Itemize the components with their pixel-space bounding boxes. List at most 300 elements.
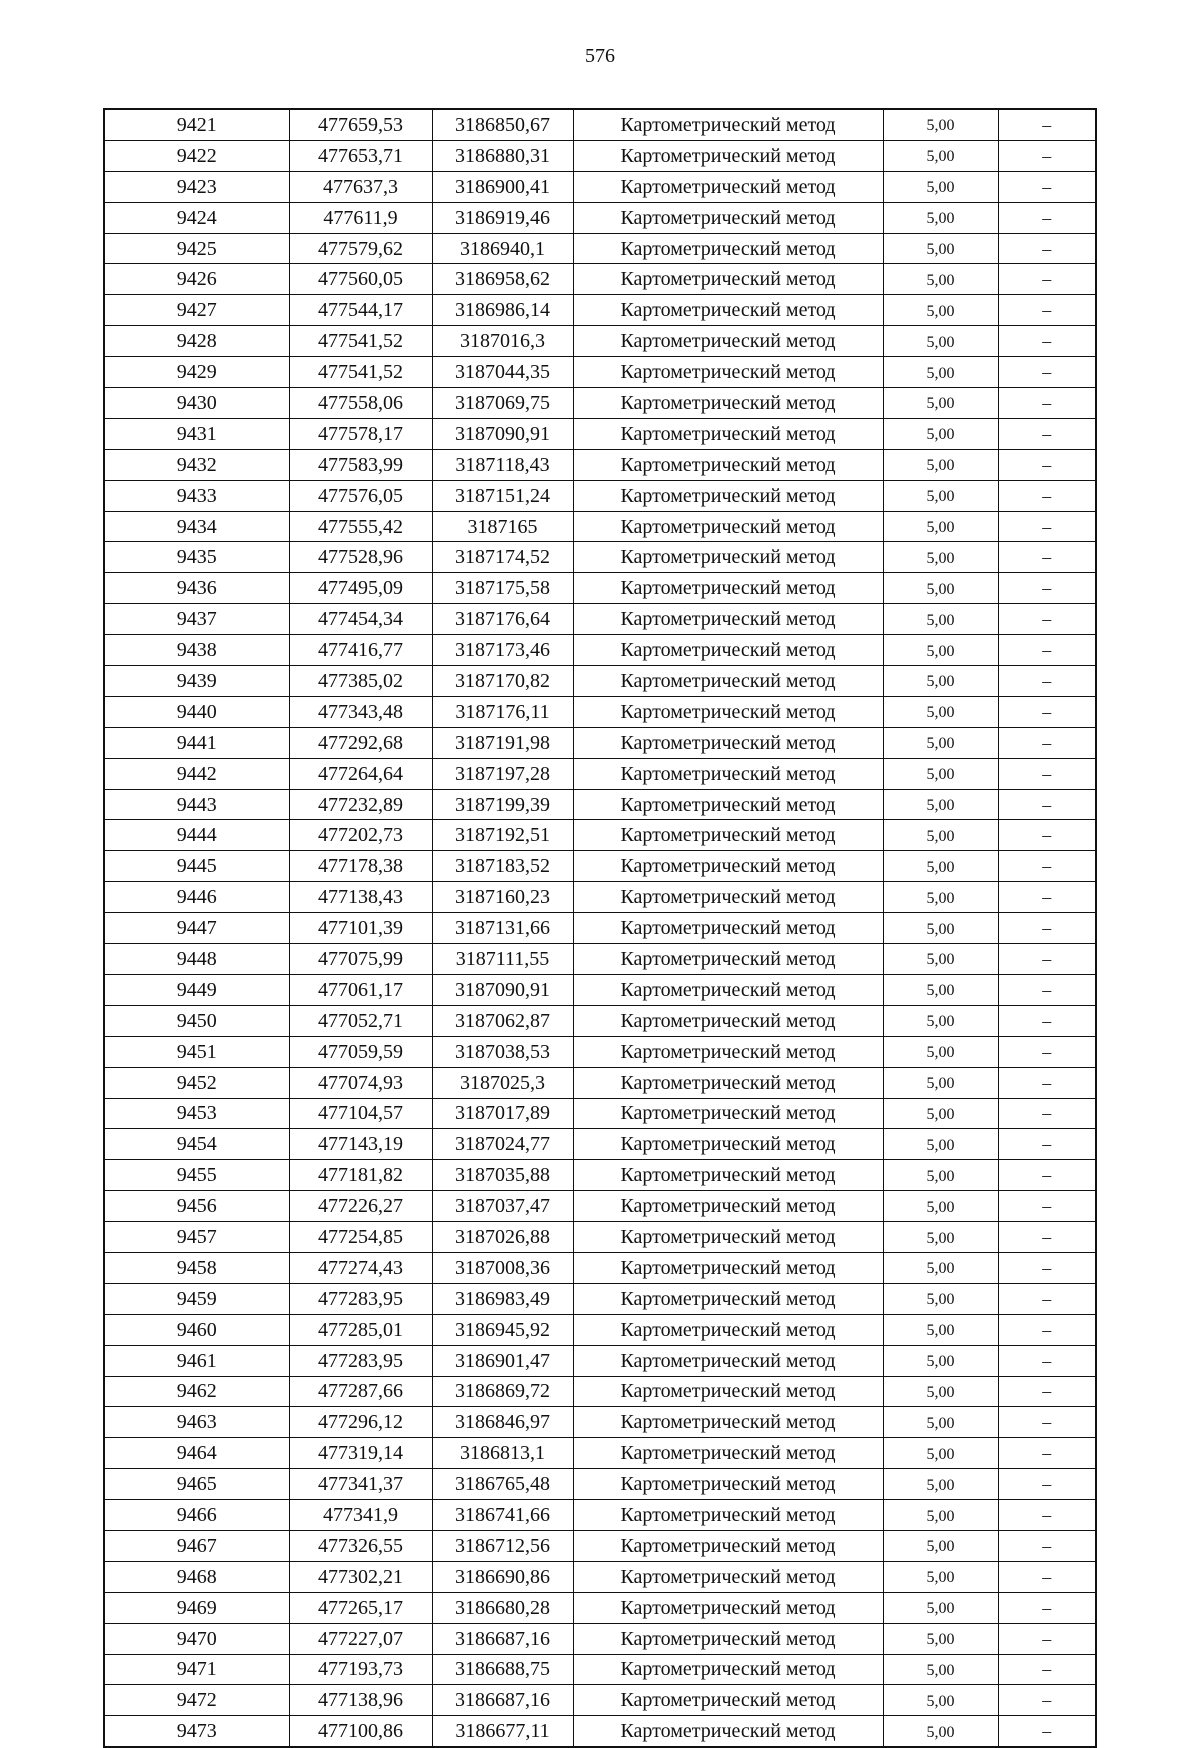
point-number-cell: 9434 bbox=[104, 511, 289, 542]
x-coordinate-cell: 477104,57 bbox=[289, 1098, 432, 1129]
accuracy-cell: 5,00 bbox=[883, 418, 998, 449]
table-row bbox=[104, 233, 1096, 264]
accuracy-cell: 5,00 bbox=[883, 109, 998, 140]
y-coordinate-cell: 3187008,36 bbox=[432, 1252, 573, 1283]
table-row bbox=[104, 511, 1096, 542]
point-number-cell: 9454 bbox=[104, 1129, 289, 1160]
method-cell: Картометрический метод bbox=[573, 542, 883, 573]
accuracy-cell: 5,00 bbox=[883, 1500, 998, 1531]
y-coordinate-cell: 3186688,75 bbox=[432, 1654, 573, 1685]
description-cell: – bbox=[998, 1129, 1096, 1160]
y-coordinate-cell: 3186765,48 bbox=[432, 1469, 573, 1500]
y-coordinate-cell: 3187197,28 bbox=[432, 758, 573, 789]
method-cell: Картометрический метод bbox=[573, 1716, 883, 1747]
method-cell: Картометрический метод bbox=[573, 1438, 883, 1469]
table-row bbox=[104, 109, 1096, 140]
x-coordinate-cell: 477075,99 bbox=[289, 944, 432, 975]
y-coordinate-cell: 3187175,58 bbox=[432, 573, 573, 604]
description-cell: – bbox=[998, 140, 1096, 171]
accuracy-cell: 5,00 bbox=[883, 1191, 998, 1222]
x-coordinate-cell: 477254,85 bbox=[289, 1222, 432, 1253]
x-coordinate-cell: 477555,42 bbox=[289, 511, 432, 542]
x-coordinate-cell: 477454,34 bbox=[289, 604, 432, 635]
accuracy-cell: 5,00 bbox=[883, 480, 998, 511]
accuracy-cell: 5,00 bbox=[883, 1561, 998, 1592]
point-number-cell: 9463 bbox=[104, 1407, 289, 1438]
page-number: 576 bbox=[585, 45, 615, 67]
accuracy-cell: 5,00 bbox=[883, 974, 998, 1005]
table-row bbox=[104, 944, 1096, 975]
point-number-cell: 9423 bbox=[104, 171, 289, 202]
x-coordinate-cell: 477193,73 bbox=[289, 1654, 432, 1685]
table-row bbox=[104, 449, 1096, 480]
description-cell: – bbox=[998, 1685, 1096, 1716]
method-cell: Картометрический метод bbox=[573, 1222, 883, 1253]
x-coordinate-cell: 477232,89 bbox=[289, 789, 432, 820]
x-coordinate-cell: 477059,59 bbox=[289, 1036, 432, 1067]
description-cell: – bbox=[998, 109, 1096, 140]
accuracy-cell: 5,00 bbox=[883, 1314, 998, 1345]
method-cell: Картометрический метод bbox=[573, 295, 883, 326]
table-row bbox=[104, 1314, 1096, 1345]
point-number-cell: 9446 bbox=[104, 882, 289, 913]
y-coordinate-cell: 3187090,91 bbox=[432, 418, 573, 449]
x-coordinate-cell: 477181,82 bbox=[289, 1160, 432, 1191]
accuracy-cell: 5,00 bbox=[883, 140, 998, 171]
method-cell: Картометрический метод bbox=[573, 1005, 883, 1036]
accuracy-cell: 5,00 bbox=[883, 233, 998, 264]
method-cell: Картометрический метод bbox=[573, 388, 883, 419]
x-coordinate-cell: 477341,9 bbox=[289, 1500, 432, 1531]
point-number-cell: 9437 bbox=[104, 604, 289, 635]
point-number-cell: 9449 bbox=[104, 974, 289, 1005]
table-row bbox=[104, 1376, 1096, 1407]
accuracy-cell: 5,00 bbox=[883, 1252, 998, 1283]
method-cell: Картометрический метод bbox=[573, 480, 883, 511]
method-cell: Картометрический метод bbox=[573, 140, 883, 171]
point-number-cell: 9429 bbox=[104, 357, 289, 388]
table-row bbox=[104, 326, 1096, 357]
accuracy-cell: 5,00 bbox=[883, 264, 998, 295]
point-number-cell: 9473 bbox=[104, 1716, 289, 1747]
point-number-cell: 9468 bbox=[104, 1561, 289, 1592]
x-coordinate-cell: 477226,27 bbox=[289, 1191, 432, 1222]
description-cell: – bbox=[998, 573, 1096, 604]
point-number-cell: 9469 bbox=[104, 1592, 289, 1623]
point-number-cell: 9442 bbox=[104, 758, 289, 789]
accuracy-cell: 5,00 bbox=[883, 1716, 998, 1747]
point-number-cell: 9440 bbox=[104, 696, 289, 727]
y-coordinate-cell: 3186712,56 bbox=[432, 1530, 573, 1561]
x-coordinate-cell: 477274,43 bbox=[289, 1252, 432, 1283]
description-cell: – bbox=[998, 233, 1096, 264]
accuracy-cell: 5,00 bbox=[883, 1592, 998, 1623]
method-cell: Картометрический метод bbox=[573, 326, 883, 357]
description-cell: – bbox=[998, 1438, 1096, 1469]
accuracy-cell: 5,00 bbox=[883, 202, 998, 233]
method-cell: Картометрический метод bbox=[573, 233, 883, 264]
description-cell: – bbox=[998, 1623, 1096, 1654]
x-coordinate-cell: 477296,12 bbox=[289, 1407, 432, 1438]
table-row bbox=[104, 789, 1096, 820]
table-row bbox=[104, 1716, 1096, 1747]
point-number-cell: 9467 bbox=[104, 1530, 289, 1561]
table-row bbox=[104, 202, 1096, 233]
point-number-cell: 9424 bbox=[104, 202, 289, 233]
accuracy-cell: 5,00 bbox=[883, 1129, 998, 1160]
x-coordinate-cell: 477576,05 bbox=[289, 480, 432, 511]
table-row bbox=[104, 1252, 1096, 1283]
x-coordinate-cell: 477061,17 bbox=[289, 974, 432, 1005]
method-cell: Картометрический метод bbox=[573, 1623, 883, 1654]
description-cell: – bbox=[998, 1561, 1096, 1592]
y-coordinate-cell: 3187044,35 bbox=[432, 357, 573, 388]
x-coordinate-cell: 477178,38 bbox=[289, 851, 432, 882]
x-coordinate-cell: 477319,14 bbox=[289, 1438, 432, 1469]
x-coordinate-cell: 477385,02 bbox=[289, 666, 432, 697]
description-cell: – bbox=[998, 1469, 1096, 1500]
description-cell: – bbox=[998, 1500, 1096, 1531]
accuracy-cell: 5,00 bbox=[883, 944, 998, 975]
description-cell: – bbox=[998, 202, 1096, 233]
y-coordinate-cell: 3187111,55 bbox=[432, 944, 573, 975]
table-row bbox=[104, 357, 1096, 388]
y-coordinate-cell: 3187090,91 bbox=[432, 974, 573, 1005]
accuracy-cell: 5,00 bbox=[883, 789, 998, 820]
description-cell: – bbox=[998, 1098, 1096, 1129]
table-row bbox=[104, 1098, 1096, 1129]
table-row bbox=[104, 1500, 1096, 1531]
method-cell: Картометрический метод bbox=[573, 820, 883, 851]
description-cell: – bbox=[998, 820, 1096, 851]
accuracy-cell: 5,00 bbox=[883, 511, 998, 542]
point-number-cell: 9471 bbox=[104, 1654, 289, 1685]
table-row bbox=[104, 171, 1096, 202]
description-cell: – bbox=[998, 480, 1096, 511]
description-cell: – bbox=[998, 1376, 1096, 1407]
description-cell: – bbox=[998, 1345, 1096, 1376]
method-cell: Картометрический метод bbox=[573, 1407, 883, 1438]
method-cell: Картометрический метод bbox=[573, 1530, 883, 1561]
y-coordinate-cell: 3187173,46 bbox=[432, 635, 573, 666]
y-coordinate-cell: 3187131,66 bbox=[432, 913, 573, 944]
method-cell: Картометрический метод bbox=[573, 1098, 883, 1129]
point-number-cell: 9430 bbox=[104, 388, 289, 419]
accuracy-cell: 5,00 bbox=[883, 1685, 998, 1716]
x-coordinate-cell: 477143,19 bbox=[289, 1129, 432, 1160]
x-coordinate-cell: 477264,64 bbox=[289, 758, 432, 789]
x-coordinate-cell: 477302,21 bbox=[289, 1561, 432, 1592]
description-cell: – bbox=[998, 758, 1096, 789]
y-coordinate-cell: 3186687,16 bbox=[432, 1623, 573, 1654]
description-cell: – bbox=[998, 696, 1096, 727]
y-coordinate-cell: 3187165 bbox=[432, 511, 573, 542]
accuracy-cell: 5,00 bbox=[883, 1098, 998, 1129]
table-row bbox=[104, 542, 1096, 573]
x-coordinate-cell: 477341,37 bbox=[289, 1469, 432, 1500]
y-coordinate-cell: 3186900,41 bbox=[432, 171, 573, 202]
description-cell: – bbox=[998, 882, 1096, 913]
accuracy-cell: 5,00 bbox=[883, 1407, 998, 1438]
method-cell: Картометрический метод bbox=[573, 851, 883, 882]
point-number-cell: 9444 bbox=[104, 820, 289, 851]
x-coordinate-cell: 477611,9 bbox=[289, 202, 432, 233]
description-cell: – bbox=[998, 326, 1096, 357]
table-row bbox=[104, 1283, 1096, 1314]
description-cell: – bbox=[998, 1191, 1096, 1222]
method-cell: Картометрический метод bbox=[573, 357, 883, 388]
point-number-cell: 9427 bbox=[104, 295, 289, 326]
description-cell: – bbox=[998, 1716, 1096, 1747]
x-coordinate-cell: 477227,07 bbox=[289, 1623, 432, 1654]
x-coordinate-cell: 477579,62 bbox=[289, 233, 432, 264]
point-number-cell: 9455 bbox=[104, 1160, 289, 1191]
accuracy-cell: 5,00 bbox=[883, 666, 998, 697]
table-row bbox=[104, 974, 1096, 1005]
y-coordinate-cell: 3187192,51 bbox=[432, 820, 573, 851]
accuracy-cell: 5,00 bbox=[883, 1469, 998, 1500]
method-cell: Картометрический метод bbox=[573, 511, 883, 542]
table-row bbox=[104, 1160, 1096, 1191]
table-row bbox=[104, 727, 1096, 758]
table-row bbox=[104, 264, 1096, 295]
point-number-cell: 9443 bbox=[104, 789, 289, 820]
description-cell: – bbox=[998, 604, 1096, 635]
y-coordinate-cell: 3187160,23 bbox=[432, 882, 573, 913]
point-number-cell: 9465 bbox=[104, 1469, 289, 1500]
point-number-cell: 9466 bbox=[104, 1500, 289, 1531]
y-coordinate-cell: 3187183,52 bbox=[432, 851, 573, 882]
table-row bbox=[104, 604, 1096, 635]
point-number-cell: 9450 bbox=[104, 1005, 289, 1036]
accuracy-cell: 5,00 bbox=[883, 1345, 998, 1376]
accuracy-cell: 5,00 bbox=[883, 449, 998, 480]
description-cell: – bbox=[998, 974, 1096, 1005]
table-row bbox=[104, 295, 1096, 326]
table-row bbox=[104, 1129, 1096, 1160]
y-coordinate-cell: 3187069,75 bbox=[432, 388, 573, 419]
table-row bbox=[104, 913, 1096, 944]
x-coordinate-cell: 477560,05 bbox=[289, 264, 432, 295]
method-cell: Картометрический метод bbox=[573, 1036, 883, 1067]
table-row bbox=[104, 1623, 1096, 1654]
accuracy-cell: 5,00 bbox=[883, 542, 998, 573]
y-coordinate-cell: 3186850,67 bbox=[432, 109, 573, 140]
accuracy-cell: 5,00 bbox=[883, 357, 998, 388]
point-number-cell: 9432 bbox=[104, 449, 289, 480]
description-cell: – bbox=[998, 264, 1096, 295]
table-row bbox=[104, 1407, 1096, 1438]
accuracy-cell: 5,00 bbox=[883, 171, 998, 202]
point-number-cell: 9458 bbox=[104, 1252, 289, 1283]
x-coordinate-cell: 477265,17 bbox=[289, 1592, 432, 1623]
table-row bbox=[104, 1469, 1096, 1500]
accuracy-cell: 5,00 bbox=[883, 1005, 998, 1036]
description-cell: – bbox=[998, 1005, 1096, 1036]
accuracy-cell: 5,00 bbox=[883, 635, 998, 666]
method-cell: Картометрический метод bbox=[573, 1592, 883, 1623]
point-number-cell: 9436 bbox=[104, 573, 289, 604]
table-row bbox=[104, 820, 1096, 851]
point-number-cell: 9447 bbox=[104, 913, 289, 944]
method-cell: Картометрический метод bbox=[573, 882, 883, 913]
description-cell: – bbox=[998, 1592, 1096, 1623]
description-cell: – bbox=[998, 449, 1096, 480]
method-cell: Картометрический метод bbox=[573, 1129, 883, 1160]
description-cell: – bbox=[998, 666, 1096, 697]
description-cell: – bbox=[998, 913, 1096, 944]
point-number-cell: 9438 bbox=[104, 635, 289, 666]
accuracy-cell: 5,00 bbox=[883, 1283, 998, 1314]
method-cell: Картометрический метод bbox=[573, 666, 883, 697]
description-cell: – bbox=[998, 1067, 1096, 1098]
x-coordinate-cell: 477052,71 bbox=[289, 1005, 432, 1036]
x-coordinate-cell: 477100,86 bbox=[289, 1716, 432, 1747]
accuracy-cell: 5,00 bbox=[883, 1160, 998, 1191]
point-number-cell: 9426 bbox=[104, 264, 289, 295]
description-cell: – bbox=[998, 944, 1096, 975]
y-coordinate-cell: 3186687,16 bbox=[432, 1685, 573, 1716]
point-number-cell: 9470 bbox=[104, 1623, 289, 1654]
table-row bbox=[104, 388, 1096, 419]
y-coordinate-cell: 3187170,82 bbox=[432, 666, 573, 697]
x-coordinate-cell: 477101,39 bbox=[289, 913, 432, 944]
method-cell: Картометрический метод bbox=[573, 1314, 883, 1345]
y-coordinate-cell: 3186869,72 bbox=[432, 1376, 573, 1407]
y-coordinate-cell: 3186677,11 bbox=[432, 1716, 573, 1747]
accuracy-cell: 5,00 bbox=[883, 1654, 998, 1685]
accuracy-cell: 5,00 bbox=[883, 326, 998, 357]
table-row bbox=[104, 480, 1096, 511]
point-number-cell: 9422 bbox=[104, 140, 289, 171]
x-coordinate-cell: 477343,48 bbox=[289, 696, 432, 727]
table-row bbox=[104, 1067, 1096, 1098]
method-cell: Картометрический метод bbox=[573, 1685, 883, 1716]
point-number-cell: 9472 bbox=[104, 1685, 289, 1716]
point-number-cell: 9456 bbox=[104, 1191, 289, 1222]
description-cell: – bbox=[998, 1654, 1096, 1685]
x-coordinate-cell: 477138,43 bbox=[289, 882, 432, 913]
y-coordinate-cell: 3187017,89 bbox=[432, 1098, 573, 1129]
point-number-cell: 9431 bbox=[104, 418, 289, 449]
point-number-cell: 9459 bbox=[104, 1283, 289, 1314]
accuracy-cell: 5,00 bbox=[883, 1438, 998, 1469]
description-cell: – bbox=[998, 295, 1096, 326]
method-cell: Картометрический метод bbox=[573, 202, 883, 233]
table-row bbox=[104, 1345, 1096, 1376]
y-coordinate-cell: 3186986,14 bbox=[432, 295, 573, 326]
description-cell: – bbox=[998, 1036, 1096, 1067]
accuracy-cell: 5,00 bbox=[883, 696, 998, 727]
table-row bbox=[104, 418, 1096, 449]
method-cell: Картометрический метод bbox=[573, 1067, 883, 1098]
description-cell: – bbox=[998, 1530, 1096, 1561]
y-coordinate-cell: 3187174,52 bbox=[432, 542, 573, 573]
table-row bbox=[104, 635, 1096, 666]
point-number-cell: 9433 bbox=[104, 480, 289, 511]
point-number-cell: 9452 bbox=[104, 1067, 289, 1098]
description-cell: – bbox=[998, 171, 1096, 202]
method-cell: Картометрический метод bbox=[573, 696, 883, 727]
point-number-cell: 9445 bbox=[104, 851, 289, 882]
accuracy-cell: 5,00 bbox=[883, 820, 998, 851]
table-row bbox=[104, 1530, 1096, 1561]
y-coordinate-cell: 3187024,77 bbox=[432, 1129, 573, 1160]
accuracy-cell: 5,00 bbox=[883, 295, 998, 326]
y-coordinate-cell: 3187118,43 bbox=[432, 449, 573, 480]
method-cell: Картометрический метод bbox=[573, 109, 883, 140]
point-number-cell: 9460 bbox=[104, 1314, 289, 1345]
y-coordinate-cell: 3186919,46 bbox=[432, 202, 573, 233]
table-row bbox=[104, 1438, 1096, 1469]
accuracy-cell: 5,00 bbox=[883, 604, 998, 635]
description-cell: – bbox=[998, 1222, 1096, 1253]
x-coordinate-cell: 477495,09 bbox=[289, 573, 432, 604]
x-coordinate-cell: 477138,96 bbox=[289, 1685, 432, 1716]
description-cell: – bbox=[998, 357, 1096, 388]
x-coordinate-cell: 477541,52 bbox=[289, 357, 432, 388]
method-cell: Картометрический метод bbox=[573, 1469, 883, 1500]
point-number-cell: 9461 bbox=[104, 1345, 289, 1376]
y-coordinate-cell: 3186846,97 bbox=[432, 1407, 573, 1438]
accuracy-cell: 5,00 bbox=[883, 851, 998, 882]
method-cell: Картометрический метод bbox=[573, 913, 883, 944]
table-row bbox=[104, 1005, 1096, 1036]
accuracy-cell: 5,00 bbox=[883, 573, 998, 604]
accuracy-cell: 5,00 bbox=[883, 913, 998, 944]
description-cell: – bbox=[998, 418, 1096, 449]
method-cell: Картометрический метод bbox=[573, 727, 883, 758]
point-number-cell: 9453 bbox=[104, 1098, 289, 1129]
description-cell: – bbox=[998, 1283, 1096, 1314]
point-number-cell: 9439 bbox=[104, 666, 289, 697]
method-cell: Картометрический метод bbox=[573, 1191, 883, 1222]
x-coordinate-cell: 477292,68 bbox=[289, 727, 432, 758]
point-number-cell: 9451 bbox=[104, 1036, 289, 1067]
x-coordinate-cell: 477544,17 bbox=[289, 295, 432, 326]
y-coordinate-cell: 3186680,28 bbox=[432, 1592, 573, 1623]
accuracy-cell: 5,00 bbox=[883, 1623, 998, 1654]
x-coordinate-cell: 477283,95 bbox=[289, 1283, 432, 1314]
point-number-cell: 9428 bbox=[104, 326, 289, 357]
y-coordinate-cell: 3187199,39 bbox=[432, 789, 573, 820]
y-coordinate-cell: 3187176,11 bbox=[432, 696, 573, 727]
y-coordinate-cell: 3186690,86 bbox=[432, 1561, 573, 1592]
coordinates-table bbox=[103, 108, 1097, 1748]
point-number-cell: 9421 bbox=[104, 109, 289, 140]
method-cell: Картометрический метод bbox=[573, 974, 883, 1005]
accuracy-cell: 5,00 bbox=[883, 388, 998, 419]
description-cell: – bbox=[998, 1252, 1096, 1283]
accuracy-cell: 5,00 bbox=[883, 1067, 998, 1098]
description-cell: – bbox=[998, 635, 1096, 666]
y-coordinate-cell: 3187035,88 bbox=[432, 1160, 573, 1191]
table-row bbox=[104, 1191, 1096, 1222]
y-coordinate-cell: 3186741,66 bbox=[432, 1500, 573, 1531]
accuracy-cell: 5,00 bbox=[883, 727, 998, 758]
accuracy-cell: 5,00 bbox=[883, 1530, 998, 1561]
x-coordinate-cell: 477285,01 bbox=[289, 1314, 432, 1345]
y-coordinate-cell: 3186945,92 bbox=[432, 1314, 573, 1345]
point-number-cell: 9457 bbox=[104, 1222, 289, 1253]
x-coordinate-cell: 477541,52 bbox=[289, 326, 432, 357]
accuracy-cell: 5,00 bbox=[883, 1036, 998, 1067]
description-cell: – bbox=[998, 388, 1096, 419]
method-cell: Картометрический метод bbox=[573, 171, 883, 202]
y-coordinate-cell: 3187191,98 bbox=[432, 727, 573, 758]
method-cell: Картометрический метод bbox=[573, 264, 883, 295]
x-coordinate-cell: 477283,95 bbox=[289, 1345, 432, 1376]
